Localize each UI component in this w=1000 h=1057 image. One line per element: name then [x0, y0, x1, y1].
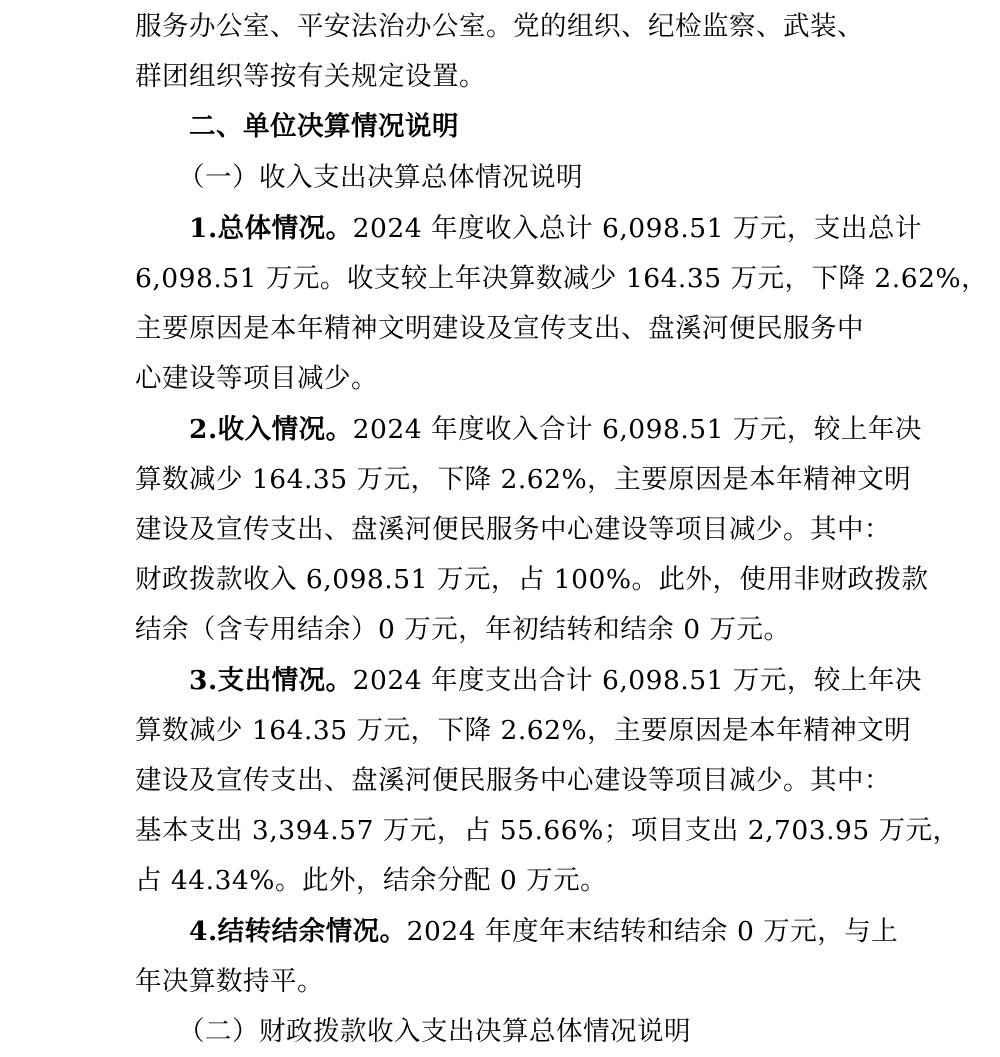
paragraph-label: 4.结转结余情况。: [189, 916, 407, 947]
text-line: 6,098.51 万元。收支较上年决算数减少 164.35 万元，下降 2.62%，: [135, 263, 989, 294]
text-line: 主要原因是本年精神文明建设及宣传支出、盘溪河便民服务中: [135, 313, 864, 344]
text-line: 心建设等项目减少。: [135, 363, 378, 394]
text-line: 群团组织等按有关规定设置。: [135, 61, 486, 92]
text-line: 建设及宣传支出、盘溪河便民服务中心建设等项目减少。其中：: [135, 765, 891, 796]
text-line: 基本支出 3,394.57 万元，占 55.66%；项目支出 2,703.95 万元，: [135, 815, 960, 846]
text-line: 算数减少 164.35 万元，下降 2.62%，主要原因是本年精神文明: [135, 464, 912, 495]
paragraph-label: 2.收入情况。: [189, 414, 353, 445]
paragraph-first-line: [189, 656, 1000, 706]
subsection-heading: （一）收入支出决算总体情况说明: [178, 162, 583, 193]
section-heading: 二、单位决算情况说明: [189, 111, 459, 142]
text-line: 占 44.34%。此外，结余分配 0 万元。: [135, 865, 608, 896]
text-line: 年决算数持平。: [135, 966, 324, 997]
paragraph-text: 2024 年度收入合计 6,098.51 万元，较上年决: [352, 414, 922, 445]
text-line: 算数减少 164.35 万元，下降 2.62%，主要原因是本年精神文明: [135, 715, 912, 746]
text-line: 建设及宣传支出、盘溪河便民服务中心建设等项目减少。其中：: [135, 514, 891, 545]
paragraph-first-line: [189, 907, 1000, 957]
paragraph-label: 3.支出情况。: [189, 665, 353, 696]
paragraph-first-line: [189, 204, 1000, 254]
paragraph-first-line: [189, 405, 1000, 455]
paragraph-label: 1.总体情况。: [189, 213, 353, 244]
text-line: 服务办公室、平安法治办公室。党的组织、纪检监察、武装、: [135, 11, 864, 42]
paragraph-text: 2024 年度收入总计 6,098.51 万元，支出总计: [352, 213, 922, 244]
subsection-heading: （二）财政拨款收入支出决算总体情况说明: [178, 1016, 691, 1047]
text-line: 结余（含专用结余）0 万元，年初结转和结余 0 万元。: [135, 614, 791, 645]
paragraph-text: 2024 年度支出合计 6,098.51 万元，较上年决: [352, 665, 922, 696]
text-line: 财政拨款收入 6,098.51 万元，占 100%。此外，使用非财政拨款: [135, 564, 929, 595]
paragraph-text: 2024 年度年末结转和结余 0 万元，与上: [406, 916, 899, 947]
